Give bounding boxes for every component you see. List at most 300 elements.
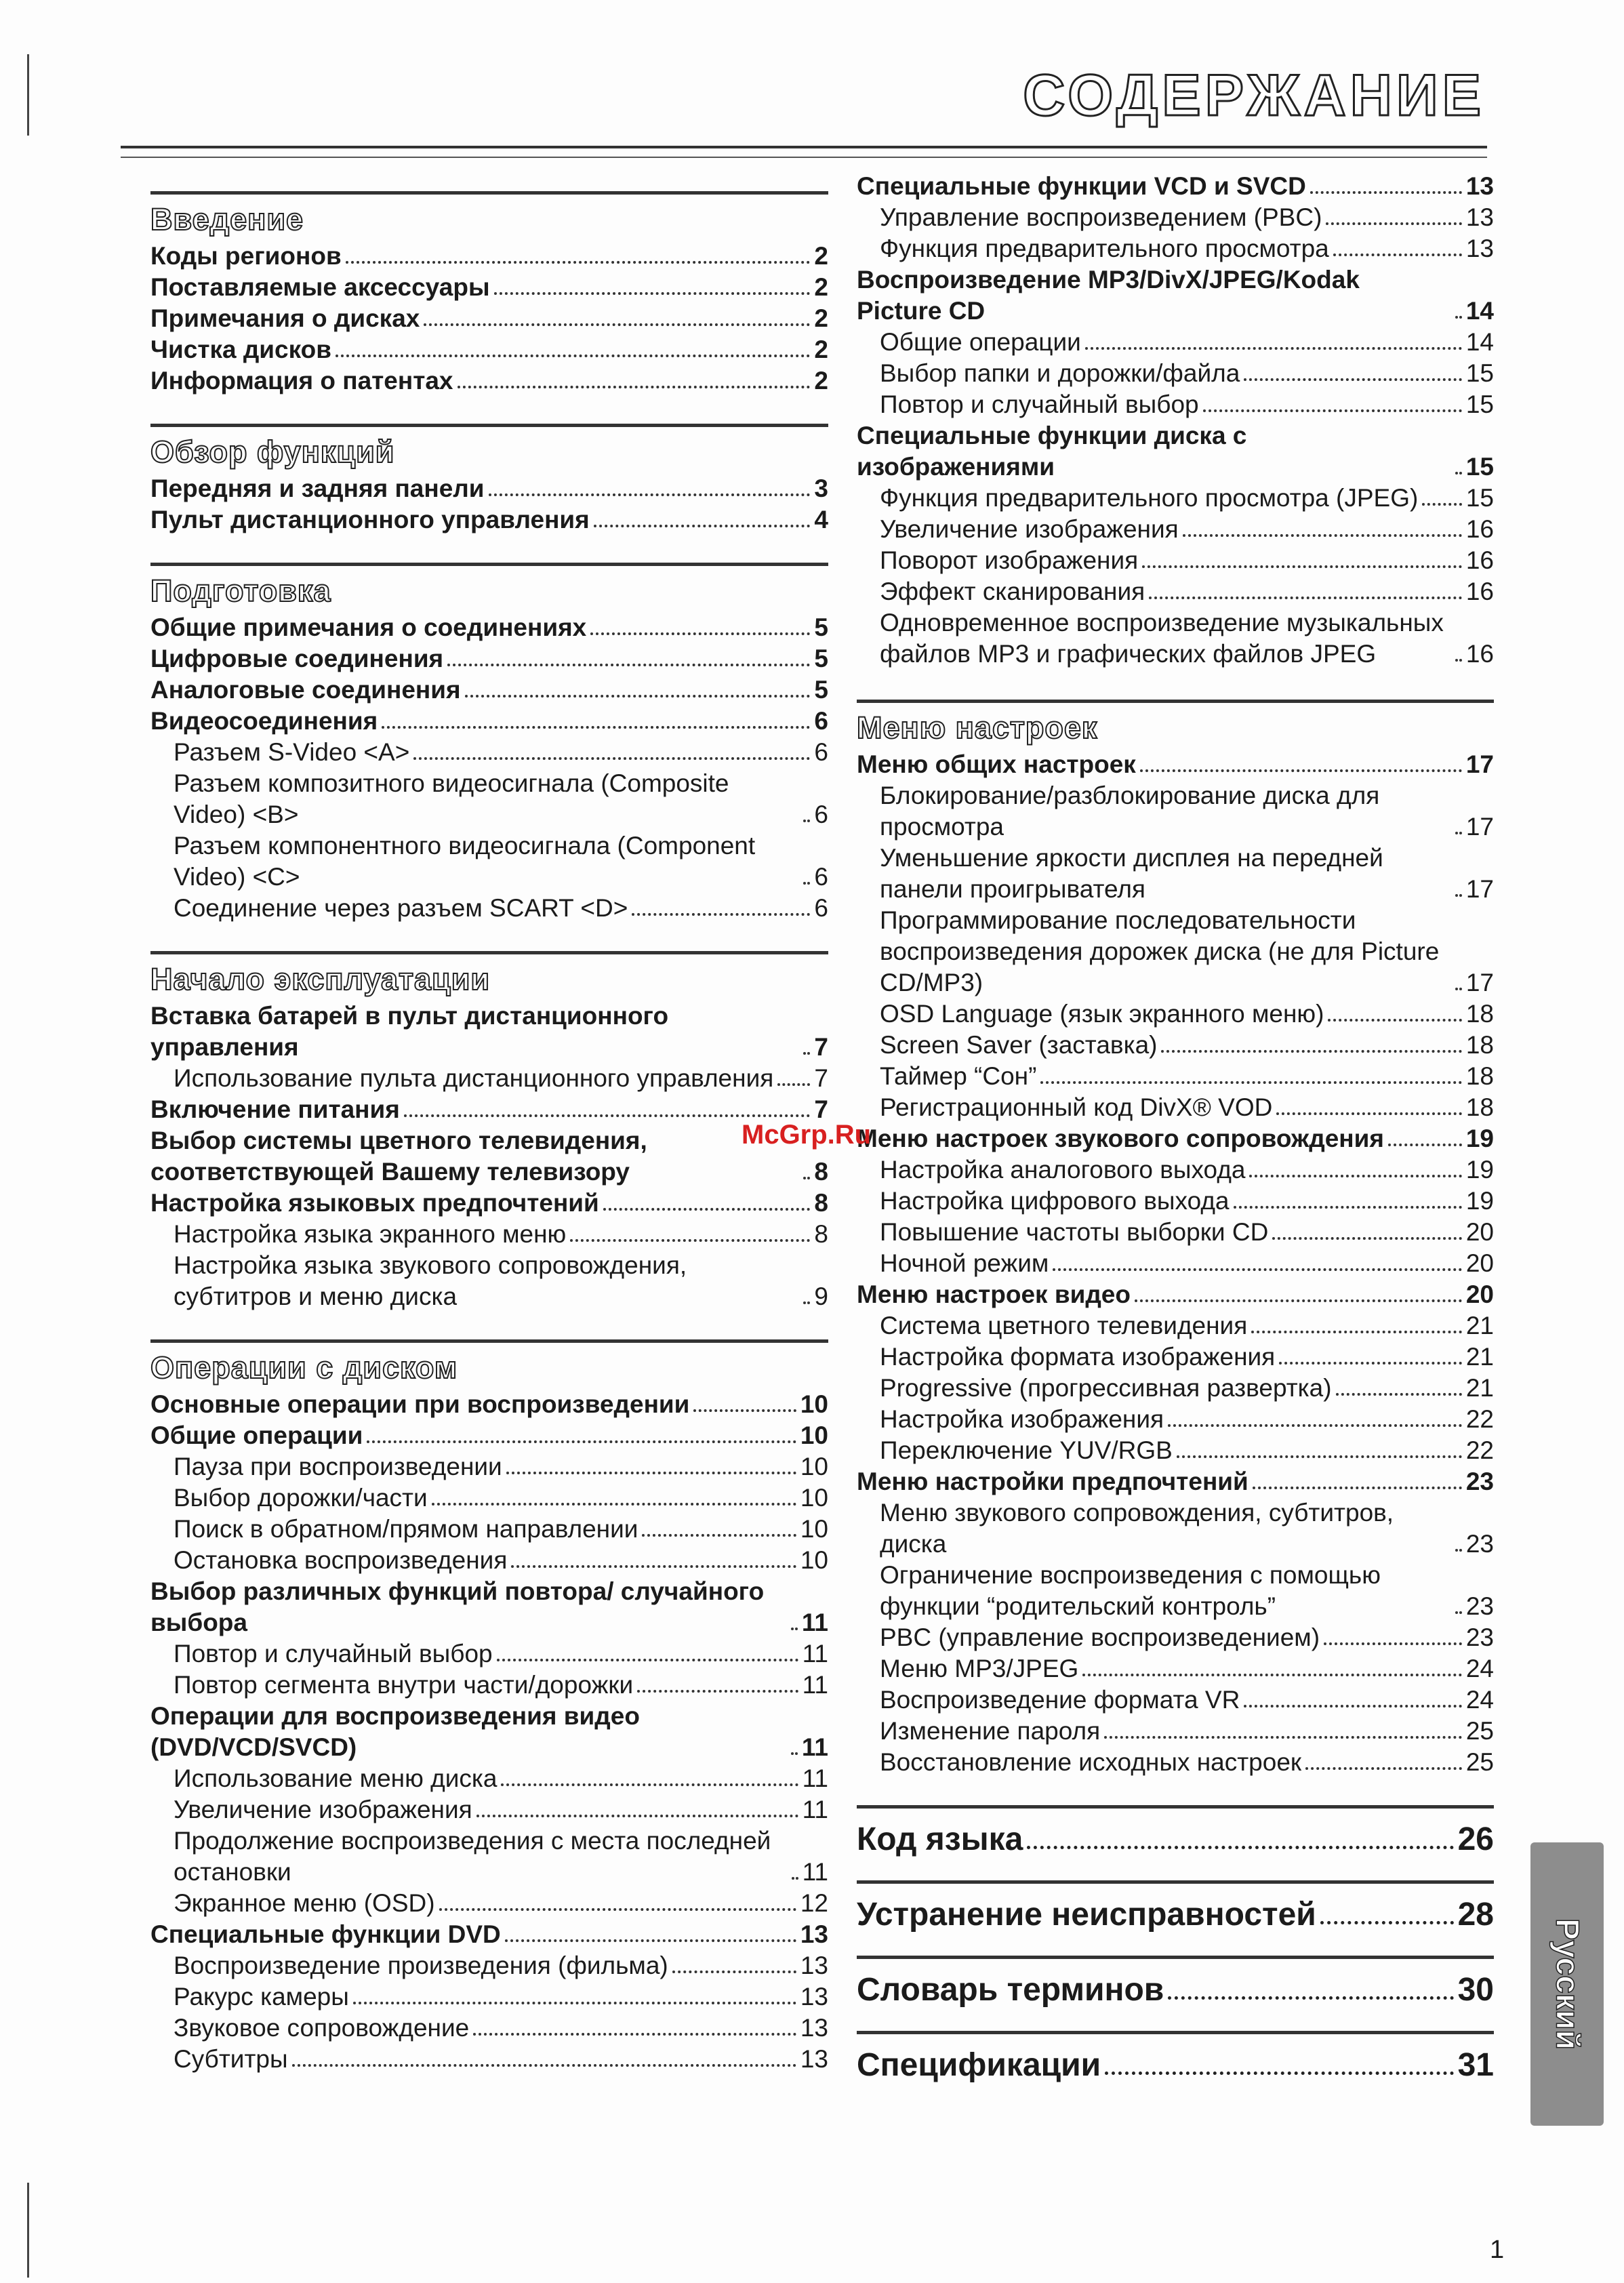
toc-entry[interactable] (150, 612, 828, 643)
toc-leader-dots (792, 1877, 798, 1880)
toc-entry[interactable] (857, 1560, 1494, 1622)
toc-entry-page: 18 (1465, 1062, 1494, 1090)
toc-entry[interactable] (857, 1819, 1494, 1860)
toc-entry-label: Основные операции при воспроизведении (150, 1390, 690, 1418)
toc-leader-dots (1388, 1144, 1462, 1146)
toc-leader-dots (1253, 1487, 1462, 1489)
toc-entry-page: 16 (1465, 515, 1494, 543)
toc-entry-label: Screen Saver (заставка) (880, 1031, 1158, 1059)
toc-entry-page: 17 (1465, 875, 1494, 903)
toc-entry-page: 19 (1465, 1187, 1494, 1215)
toc-entry-page: 13 (800, 1952, 828, 1979)
toc-entry-page: 26 (1457, 1821, 1494, 1857)
toc-leader-dots (632, 913, 810, 916)
toc-leader-dots (1276, 1112, 1462, 1115)
toc-entry[interactable] (150, 1482, 828, 1514)
toc-entry[interactable] (150, 1981, 828, 2013)
toc-entry-label: Использование пульта дистанционного управления (174, 1064, 774, 1092)
toc-leader-dots (803, 820, 810, 822)
toc-leader-dots (1328, 1019, 1461, 1022)
toc-entry-label: Специальные функции VCD и SVCD (857, 172, 1306, 200)
toc-entry-page: 16 (1465, 640, 1494, 668)
toc-entry-label: Одновременное воспроизведение музыкальных файлов MP3 и графических файлов JPEG (880, 609, 1444, 668)
toc-leader-dots (1082, 1674, 1462, 1676)
toc-entry[interactable] (857, 1341, 1494, 1373)
toc-entry-label: Общие операции (880, 328, 1081, 356)
toc-entry-page: 2 (814, 304, 828, 332)
toc-entry-page: 11 (802, 1858, 828, 1886)
toc-leader-dots (1251, 1331, 1462, 1333)
toc-leader-dots (791, 1628, 798, 1630)
toc-entry[interactable] (857, 420, 1494, 483)
toc-entry-page: 20 (1465, 1249, 1494, 1277)
toc-entry-page: 8 (814, 1158, 828, 1186)
toc-entry[interactable] (150, 1389, 828, 1420)
toc-entry-page: 10 (800, 1453, 828, 1480)
toc-entry-page: 28 (1457, 1897, 1494, 1933)
toc-leader-dots (1183, 534, 1462, 537)
toc-entry-page: 17 (1465, 969, 1494, 996)
toc-entry-page: 23 (1465, 1623, 1494, 1651)
toc-leader-dots (1272, 1237, 1462, 1240)
toc-entry-label: Меню настроек видео (857, 1280, 1131, 1308)
toc-entry-page: 13 (800, 2014, 828, 2042)
toc-leader-dots (1455, 1549, 1462, 1552)
toc-entry-label: Пульт дистанционного управления (150, 506, 590, 533)
toc-entry[interactable] (857, 1622, 1494, 1653)
toc-entry-label: Выбор папки и дорожки/файла (880, 359, 1240, 387)
toc-entry[interactable] (150, 504, 828, 536)
scan-margin-mark (27, 2183, 29, 2278)
toc-leader-dots (1027, 1846, 1453, 1849)
toc-leader-dots (1324, 1642, 1462, 1645)
toc-entry-page: 18 (1465, 1031, 1494, 1059)
toc-entry[interactable] (857, 1497, 1494, 1560)
toc-entry[interactable] (857, 264, 1494, 327)
language-tab (1530, 1842, 1604, 2126)
toc-entry-label: Общие примечания о соединениях (150, 613, 587, 641)
toc-entry-page: 23 (1465, 1592, 1494, 1620)
toc-entry[interactable] (150, 1638, 828, 1670)
toc-entry-label: Повтор и случайный выбор (174, 1640, 493, 1668)
toc-entry-page: 11 (801, 1733, 828, 1761)
toc-entry[interactable] (857, 483, 1494, 514)
toc-leader-dots (1455, 472, 1462, 474)
section-heading[interactable]: Операции с диском (150, 1350, 458, 1385)
toc-entry-page: 13 (1465, 203, 1494, 231)
watermark: McGrp.Ru (742, 1120, 872, 1150)
toc-entry-label: Воспроизведение MP3/DivX/JPEG/Kodak Picture CD (857, 266, 1360, 325)
toc-entry-label: Информация о патентах (150, 367, 453, 395)
toc-entry-page: 3 (814, 474, 828, 502)
toc-leader-dots (465, 695, 811, 698)
toc-entry[interactable] (150, 334, 828, 365)
toc-entry[interactable] (150, 1219, 828, 1250)
toc-entry-label: Соединение через разъем SCART <D> (174, 894, 628, 922)
toc-leader-dots (803, 1177, 810, 1179)
toc-entry-label: Регистрационный код DivX® VOD (880, 1093, 1273, 1121)
toc-leader-dots (1455, 1611, 1462, 1614)
toc-entry-label: Восстановление исходных настроек (880, 1748, 1302, 1776)
toc-entry[interactable] (857, 780, 1494, 843)
toc-leader-dots (1455, 316, 1462, 319)
toc-entry[interactable] (857, 1716, 1494, 1747)
toc-leader-dots (336, 355, 810, 357)
toc-leader-dots (594, 525, 811, 527)
toc-entry[interactable] (150, 1188, 828, 1219)
toc-entry-label: Настройка аналогового выхода (880, 1156, 1246, 1184)
toc-entry[interactable] (857, 1310, 1494, 1341)
toc-entry[interactable] (857, 843, 1494, 905)
toc-entry-page: 10 (800, 1546, 828, 1574)
toc-leader-dots (1234, 1206, 1462, 1209)
toc-leader-dots (777, 1083, 810, 1086)
toc-leader-dots (803, 882, 810, 885)
toc-leader-dots (803, 1301, 810, 1304)
toc-leader-dots (432, 1503, 796, 1506)
toc-entry[interactable] (150, 241, 828, 272)
toc-entry[interactable] (150, 272, 828, 303)
toc-entry-label: Настройка изображения (880, 1405, 1164, 1433)
toc-entry-page: 13 (800, 1920, 828, 1948)
toc-entry-page: 24 (1465, 1655, 1494, 1682)
toc-entry-page: 24 (1465, 1686, 1494, 1714)
toc-section (150, 191, 828, 397)
toc-entry[interactable] (150, 365, 828, 397)
toc-entry-page: 18 (1465, 1000, 1494, 1028)
toc-entry-label: Настройка языковых предпочтений (150, 1189, 599, 1217)
toc-leader-dots (1203, 409, 1462, 412)
toc-entry-label: Функция предварительного просмотра (JPEG) (880, 484, 1419, 512)
toc-leader-dots (439, 1908, 796, 1911)
toc-entry[interactable] (150, 1001, 828, 1063)
toc-entry[interactable] (150, 1250, 828, 1312)
toc-entry-label: Выбор системы цветного телевидения, соответствующей Вашему телевизору (150, 1127, 647, 1186)
toc-entry[interactable] (857, 1248, 1494, 1279)
toc-entry-page: 15 (1465, 453, 1494, 481)
toc-leader-dots (1149, 597, 1462, 599)
toc-leader-dots (603, 1208, 811, 1211)
toc-entry-page: 6 (814, 894, 828, 922)
toc-entry-page: 6 (814, 707, 828, 735)
toc-leader-dots (501, 1783, 798, 1786)
toc-leader-dots (353, 2002, 796, 2004)
toc-entry[interactable] (150, 674, 828, 706)
toc-leader-dots (1310, 191, 1462, 194)
toc-leader-dots (642, 1534, 796, 1537)
toc-leader-dots (1168, 1996, 1453, 2000)
toc-leader-dots (1455, 659, 1462, 662)
toc-entry[interactable] (857, 545, 1494, 576)
toc-entry-label: Использование меню диска (174, 1764, 498, 1792)
toc-entry-label: Звуковое сопровождение (174, 2014, 470, 2042)
toc-entry-label: Уменьшение яркости дисплея на передней панели проигрывателя (880, 844, 1383, 903)
toc-entry[interactable] (857, 2045, 1494, 2086)
toc-entry-page: 10 (800, 1515, 828, 1543)
toc-entry[interactable] (857, 905, 1494, 998)
toc-section (150, 563, 828, 924)
toc-entry[interactable] (857, 1186, 1494, 1217)
toc-entry-label: Меню общих настроек (857, 750, 1136, 778)
toc-section (150, 424, 828, 536)
toc-entry-page: 10 (800, 1421, 828, 1449)
toc-entry-label: Меню настройки предпочтений (857, 1468, 1249, 1495)
toc-entry[interactable] (857, 1653, 1494, 1684)
toc-entry[interactable] (150, 303, 828, 334)
toc-entry[interactable] (857, 1154, 1494, 1186)
toc-entry[interactable] (150, 737, 828, 768)
toc-entry-page: 16 (1465, 546, 1494, 574)
toc-entry-label: Изменение пароля (880, 1717, 1101, 1745)
toc-entry-label: Меню настроек звукового сопровождения (857, 1125, 1384, 1152)
toc-major-entry[interactable] (857, 2031, 1494, 2086)
toc-entry-label: Вставка батарей в пульт дистанционного управления (150, 1002, 669, 1061)
toc-entry[interactable] (857, 1373, 1494, 1404)
toc-entry[interactable] (857, 327, 1494, 358)
toc-entry[interactable] (857, 1404, 1494, 1435)
toc-entry[interactable] (150, 2013, 828, 2044)
toc-entry-page: 10 (800, 1390, 828, 1418)
toc-leader-dots (1142, 565, 1462, 568)
toc-entry[interactable] (150, 1514, 828, 1545)
toc-entry[interactable] (150, 1825, 828, 1888)
toc-entry[interactable] (150, 830, 828, 893)
toc-entry-label: Остановка воспроизведения (174, 1546, 508, 1574)
toc-left-column (150, 191, 828, 2102)
toc-entry[interactable] (150, 1094, 828, 1125)
toc-entry[interactable] (150, 1888, 828, 1919)
toc-leader-dots (672, 1971, 796, 1973)
toc-entry[interactable] (857, 998, 1494, 1030)
toc-entry[interactable] (150, 1063, 828, 1094)
toc-entry[interactable] (150, 1919, 828, 1950)
toc-entry[interactable] (857, 202, 1494, 233)
toc-entry[interactable] (150, 1670, 828, 1701)
toc-entry[interactable] (150, 1794, 828, 1825)
toc-leader-dots (590, 632, 810, 635)
toc-leader-dots (447, 664, 810, 666)
toc-entry[interactable] (857, 1279, 1494, 1310)
toc-entry-label: Поставляемые аксессуары (150, 273, 490, 301)
toc-leader-dots (367, 1440, 796, 1443)
toc-leader-dots (1455, 988, 1462, 990)
toc-entry-label: Выбор различных функций повтора/ случайного выбора (150, 1577, 765, 1636)
toc-leader-dots (1135, 1299, 1462, 1302)
toc-entry[interactable] (857, 1435, 1494, 1466)
toc-leader-dots (791, 1752, 798, 1755)
title-rule (121, 146, 1487, 158)
toc-entry[interactable] (857, 1747, 1494, 1778)
toc-entry[interactable] (150, 706, 828, 737)
toc-leader-dots (458, 386, 811, 388)
toc-entry-page: 7 (814, 1033, 828, 1061)
toc-leader-dots (1177, 1455, 1462, 1458)
toc-leader-dots (476, 1815, 798, 1817)
toc-entry[interactable] (857, 576, 1494, 607)
page-number: 1 (1490, 2236, 1505, 2264)
toc-entry-label: Функция предварительного просмотра (880, 235, 1329, 262)
toc-leader-dots (1336, 1393, 1462, 1396)
toc-entry-page: 11 (802, 1764, 828, 1792)
toc-entry[interactable] (150, 1545, 828, 1576)
toc-entry-label: Включение питания (150, 1095, 400, 1123)
toc-entry-page: 25 (1465, 1748, 1494, 1776)
toc-entry[interactable] (150, 1701, 828, 1763)
toc-entry-label: Субтитры (174, 2045, 288, 2073)
toc-section (150, 951, 828, 1312)
toc-entry[interactable] (150, 893, 828, 924)
toc-entry-page: 4 (814, 506, 828, 533)
toc-entry[interactable] (857, 1030, 1494, 1061)
toc-entry-label: Устранение неисправностей (857, 1897, 1316, 1933)
toc-major-entry[interactable] (857, 1956, 1494, 2011)
toc-entry-page: 11 (802, 1671, 828, 1699)
toc-leader-dots (505, 1939, 796, 1942)
toc-entry-label: Система цветного телевидения (880, 1312, 1248, 1339)
toc-leader-dots (1104, 1736, 1462, 1739)
section-heading[interactable]: Меню настроек (857, 710, 1098, 745)
scan-margin-mark (27, 54, 29, 136)
toc-entry-label: Передняя и задняя панели (150, 474, 485, 502)
toc-leader-dots (1140, 769, 1462, 772)
toc-entry[interactable] (857, 233, 1494, 264)
toc-entry-page: 6 (814, 863, 828, 891)
toc-entry-page: 13 (1465, 235, 1494, 262)
toc-entry[interactable] (150, 1950, 828, 1981)
toc-entry[interactable] (857, 1092, 1494, 1123)
toc-entry-page: 20 (1465, 1280, 1494, 1308)
toc-leader-dots (1455, 894, 1462, 897)
toc-entry[interactable] (857, 389, 1494, 420)
toc-entry-label: Разъем S-Video <A> (174, 738, 410, 766)
toc-entry[interactable] (150, 1451, 828, 1482)
toc-entry-page: 15 (1465, 484, 1494, 512)
toc-entry-page: 2 (814, 273, 828, 301)
toc-major-entry[interactable] (857, 1880, 1494, 1935)
toc-entry-label: Примечания о дисках (150, 304, 420, 332)
section-rule (150, 1339, 828, 1343)
toc-entry[interactable] (150, 2044, 828, 2075)
toc-entry[interactable] (150, 1420, 828, 1451)
toc-leader-dots (511, 1565, 796, 1568)
toc-leader-dots (497, 1659, 798, 1661)
toc-entry-label: Увеличение изображения (174, 1796, 472, 1823)
toc-leader-dots (803, 1052, 810, 1055)
toc-leader-dots (1249, 1175, 1461, 1177)
toc-leader-dots (346, 261, 811, 264)
toc-entry-page: 11 (801, 1609, 828, 1636)
toc-entry[interactable] (150, 1125, 828, 1188)
toc-entry-page: 30 (1457, 1972, 1494, 2008)
toc-entry[interactable] (150, 1763, 828, 1794)
toc-entry-page: 22 (1465, 1405, 1494, 1433)
toc-right-sections (857, 700, 1494, 1778)
toc-entry-page: 5 (814, 613, 828, 641)
toc-entry-page: 9 (814, 1282, 828, 1310)
toc-entry-page: 6 (814, 801, 828, 828)
toc-entry-page: 13 (800, 2045, 828, 2073)
section-heading[interactable]: Обзор функций (150, 435, 395, 469)
toc-entry[interactable] (857, 1466, 1494, 1497)
toc-entry-page: 7 (814, 1095, 828, 1123)
toc-entry-label: Эффект сканирования (880, 578, 1145, 605)
toc-entry-label: Поиск в обратном/прямом направлении (174, 1515, 638, 1543)
toc-entry[interactable] (150, 643, 828, 674)
toc-entry-label: Спецификации (857, 2047, 1101, 2083)
toc-entry-page: 15 (1465, 390, 1494, 418)
toc-entry[interactable] (150, 473, 828, 504)
toc-leader-dots (1333, 254, 1462, 256)
toc-entry-page: 5 (814, 645, 828, 672)
toc-entry-page: 31 (1457, 2047, 1494, 2083)
toc-entry[interactable] (857, 749, 1494, 780)
toc-entry-page: 14 (1465, 297, 1494, 325)
toc-entry-page: 25 (1465, 1717, 1494, 1745)
toc-entry-page: 13 (1465, 172, 1494, 200)
section-heading[interactable]: Подготовка (150, 573, 331, 608)
toc-entry[interactable] (857, 514, 1494, 545)
toc-right-column (857, 171, 1494, 2106)
toc-leader-dots (1244, 1705, 1462, 1708)
toc-entry-label: Словарь терминов (857, 1972, 1164, 2008)
toc-leader-dots (473, 2033, 796, 2036)
toc-entry[interactable] (857, 1895, 1494, 1935)
toc-entry[interactable] (857, 1061, 1494, 1092)
toc-entry[interactable] (150, 768, 828, 830)
toc-major-entry[interactable] (857, 1805, 1494, 1860)
toc-entry-page: 11 (802, 1796, 828, 1823)
toc-entry-label: Воспроизведение произведения (фильма) (174, 1952, 668, 1979)
section-heading[interactable]: Введение (150, 202, 304, 237)
toc-entry-page: 2 (814, 242, 828, 270)
toc-entry-page: 7 (814, 1064, 828, 1092)
toc-entry-label: Видеосоединения (150, 707, 378, 735)
toc-entry-page: 21 (1465, 1374, 1494, 1402)
toc-entry-label: Экранное меню (OSD) (174, 1889, 435, 1917)
toc-entry-label: Поворот изображения (880, 546, 1139, 574)
toc-leader-dots (637, 1690, 798, 1693)
toc-entry[interactable] (857, 1970, 1494, 2011)
toc-leader-dots (413, 757, 810, 760)
toc-entry[interactable] (150, 1576, 828, 1638)
toc-entry-page: 8 (814, 1220, 828, 1248)
toc-entry[interactable] (857, 1123, 1494, 1154)
toc-entry-page: 12 (800, 1889, 828, 1917)
toc-entry-page: 19 (1465, 1156, 1494, 1184)
toc-entry-label: Управление воспроизведением (PBC) (880, 203, 1322, 231)
toc-entry-label: Продолжение воспроизведения с места последней остановки (174, 1827, 771, 1886)
toc-leader-dots (1326, 222, 1461, 225)
toc-entry[interactable] (857, 607, 1494, 670)
toc-entry-label: Настройка языка звукового сопровождения, субтитров и меню диска (174, 1251, 687, 1310)
toc-leader-dots (494, 292, 811, 295)
toc-leader-dots (1422, 503, 1462, 506)
toc-entry-page: 11 (802, 1640, 828, 1668)
section-heading[interactable]: Начало эксплуатации (150, 962, 491, 996)
toc-entry[interactable] (857, 358, 1494, 389)
toc-entry[interactable] (857, 1217, 1494, 1248)
toc-entry-page: 8 (814, 1189, 828, 1217)
toc-entry[interactable] (857, 1684, 1494, 1716)
toc-entry[interactable] (857, 171, 1494, 202)
toc-entry-page: 13 (800, 1983, 828, 2011)
toc-leader-dots (1085, 347, 1462, 350)
toc-entry-label: Повтор и случайный выбор (880, 390, 1199, 418)
toc-entry-label: Аналоговые соединения (150, 676, 461, 704)
toc-leader-dots (292, 2064, 796, 2067)
toc-entry-page: 19 (1465, 1125, 1494, 1152)
toc-entry-label: Ракурс камеры (174, 1983, 349, 2011)
